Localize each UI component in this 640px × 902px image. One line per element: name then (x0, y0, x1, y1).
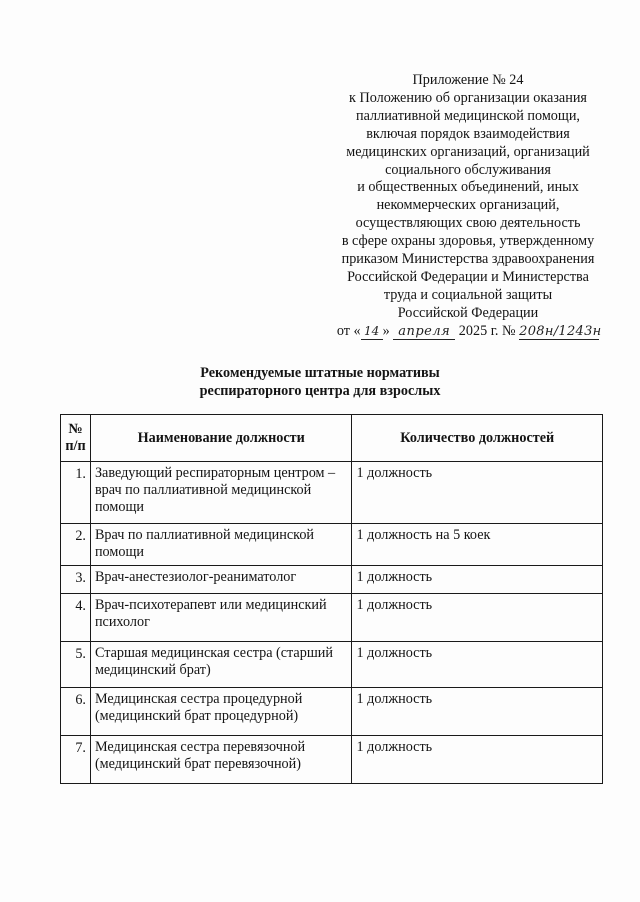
order-date-line (318, 323, 618, 341)
table-header-row (61, 415, 603, 462)
document-title (150, 364, 490, 400)
appendix-line: к Положению об организации оказания (349, 89, 587, 106)
table-row (61, 736, 603, 784)
appendix-line: включая порядок взаимодействия (366, 125, 570, 142)
appendix-line: некоммерческих организаций, (376, 197, 560, 214)
table-row (61, 462, 603, 524)
appendix-line: Приложение № 24 (412, 72, 524, 88)
handwritten-order-number: 208н/1243н (519, 323, 602, 339)
appendix-line: медицинских организаций, организаций (346, 143, 590, 160)
table-row (61, 688, 603, 736)
row-position: Врач-психотерапевт или медицинский психолог (90, 594, 352, 642)
handwritten-month: апреля (393, 324, 455, 340)
row-num: 3. (61, 566, 91, 594)
staffing-table (60, 414, 603, 784)
row-quantity: 1 должность (352, 688, 603, 736)
appendix-line: труда и социальной защиты (383, 286, 553, 303)
row-num: 1. (61, 462, 91, 524)
row-num: 2. (61, 524, 91, 566)
row-num: 6. (61, 688, 91, 736)
appendix-line: в сфере охраны здоровья, утвержденному (341, 233, 595, 250)
appendix-line: осуществляющих свою деятельность (355, 215, 581, 232)
table-row (61, 594, 603, 642)
appendix-line: Российской Федерации (397, 304, 539, 321)
row-quantity: 1 должность (352, 594, 603, 642)
appendix-line: приказом Министерства здравоохранения (341, 251, 595, 268)
appendix-line: и общественных объединений, иных (357, 179, 579, 196)
table-row (61, 566, 603, 594)
row-num: 4. (61, 594, 91, 642)
row-quantity: 1 должность на 5 коек (352, 524, 603, 566)
table-row (61, 642, 603, 688)
row-position: Медицинская сестра процедурной (медицинский брат процедурной) (90, 688, 352, 736)
row-quantity: 1 должность (352, 642, 603, 688)
appendix-line: паллиативной медицинской помощи, (356, 107, 580, 124)
appendix-line: социального обслуживания (385, 161, 551, 178)
handwritten-day: 14 (361, 324, 383, 340)
row-position: Врач-анестезиолог-реаниматолог (90, 566, 352, 594)
row-position: Заведующий респираторным центром – врач по паллиативной медицинской помощи (90, 462, 352, 524)
appendix-line: Российской Федерации и Министерства (347, 268, 589, 285)
row-position: Старшая медицинская сестра (старший медицинский брат) (90, 642, 352, 688)
title-line-1: Рекомендуемые штатные нормативы (200, 365, 440, 381)
header-qty: Количество должностей (352, 415, 603, 462)
table-row (61, 524, 603, 566)
row-quantity: 1 должность (352, 462, 603, 524)
date-prefix: от « (336, 322, 361, 339)
header-num: № п/п (61, 415, 91, 462)
date-year: 2025 г. № (458, 322, 516, 339)
row-num: 7. (61, 736, 91, 784)
date-mid: » (382, 322, 390, 339)
row-position: Врач по паллиативной медицинской помощи (90, 524, 352, 566)
row-quantity: 1 должность (352, 566, 603, 594)
title-line-2: респираторного центра для взрослых (199, 383, 441, 399)
row-quantity: 1 должность (352, 736, 603, 784)
row-num: 5. (61, 642, 91, 688)
appendix-header (318, 72, 618, 341)
row-position: Медицинская сестра перевязочной (медицинский брат перевязочной) (90, 736, 352, 784)
header-name: Наименование должности (90, 415, 352, 462)
